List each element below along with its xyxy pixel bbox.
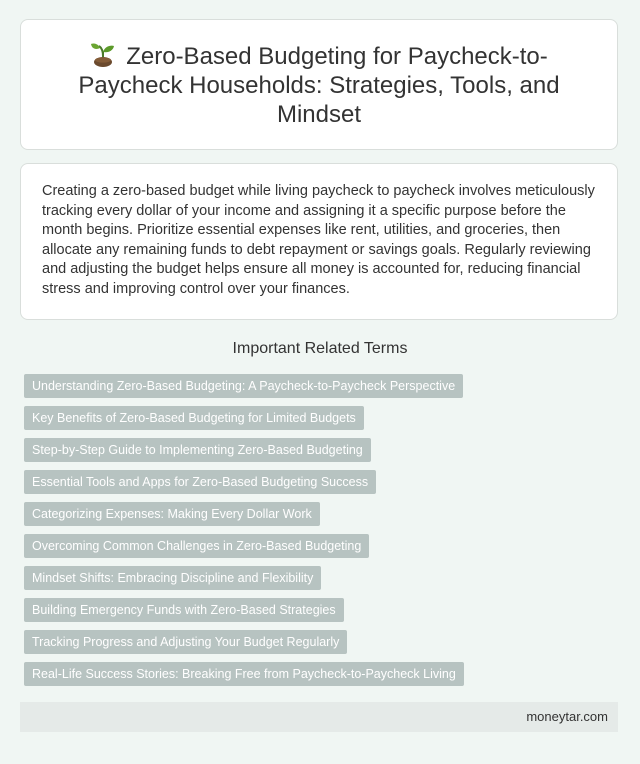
summary-text: Creating a zero-based budget while living paycheck to paycheck involves meticulously tracking every dollar of your income and assigning it a specific purpose before the month begins. Prioritize essential expenses like rent, utilities, and groceries, then allocate any remaining funds to debt repayment or savings goals. Regularly reviewing and adjusting the budget helps ensure all money is accounted for, reducing financial stress and improving control over your finances. xyxy=(42,183,595,297)
page-title-text: Zero-Based Budgeting for Paycheck-to-Paycheck Households: Strategies, Tools, and Mindset xyxy=(78,43,560,128)
footer xyxy=(20,702,618,732)
related-terms-heading: Important Related Terms xyxy=(232,340,408,357)
summary-card xyxy=(20,163,618,320)
related-term-tag[interactable]: Essential Tools and Apps for Zero-Based Budgeting Success xyxy=(24,470,376,494)
seedling-icon xyxy=(90,40,116,68)
page-title xyxy=(61,40,577,129)
site-name[interactable]: moneytar.com xyxy=(526,709,608,724)
related-term-tag[interactable]: Real-Life Success Stories: Breaking Free from Paycheck-to-Paycheck Living xyxy=(24,662,464,686)
related-term-tag[interactable]: Overcoming Common Challenges in Zero-Based Budgeting xyxy=(24,534,369,558)
title-card xyxy=(20,19,618,150)
related-term-tag[interactable]: Understanding Zero-Based Budgeting: A Paycheck-to-Paycheck Perspective xyxy=(24,374,463,398)
related-term-tag[interactable]: Step-by-Step Guide to Implementing Zero-Based Budgeting xyxy=(24,438,371,462)
related-term-tag[interactable]: Building Emergency Funds with Zero-Based Strategies xyxy=(24,598,344,622)
related-term-tag[interactable]: Key Benefits of Zero-Based Budgeting for Limited Budgets xyxy=(24,406,364,430)
related-terms-list xyxy=(24,374,624,694)
related-term-tag[interactable]: Tracking Progress and Adjusting Your Budget Regularly xyxy=(24,630,347,654)
related-term-tag[interactable]: Mindset Shifts: Embracing Discipline and Flexibility xyxy=(24,566,321,590)
related-term-tag[interactable]: Categorizing Expenses: Making Every Dollar Work xyxy=(24,502,320,526)
